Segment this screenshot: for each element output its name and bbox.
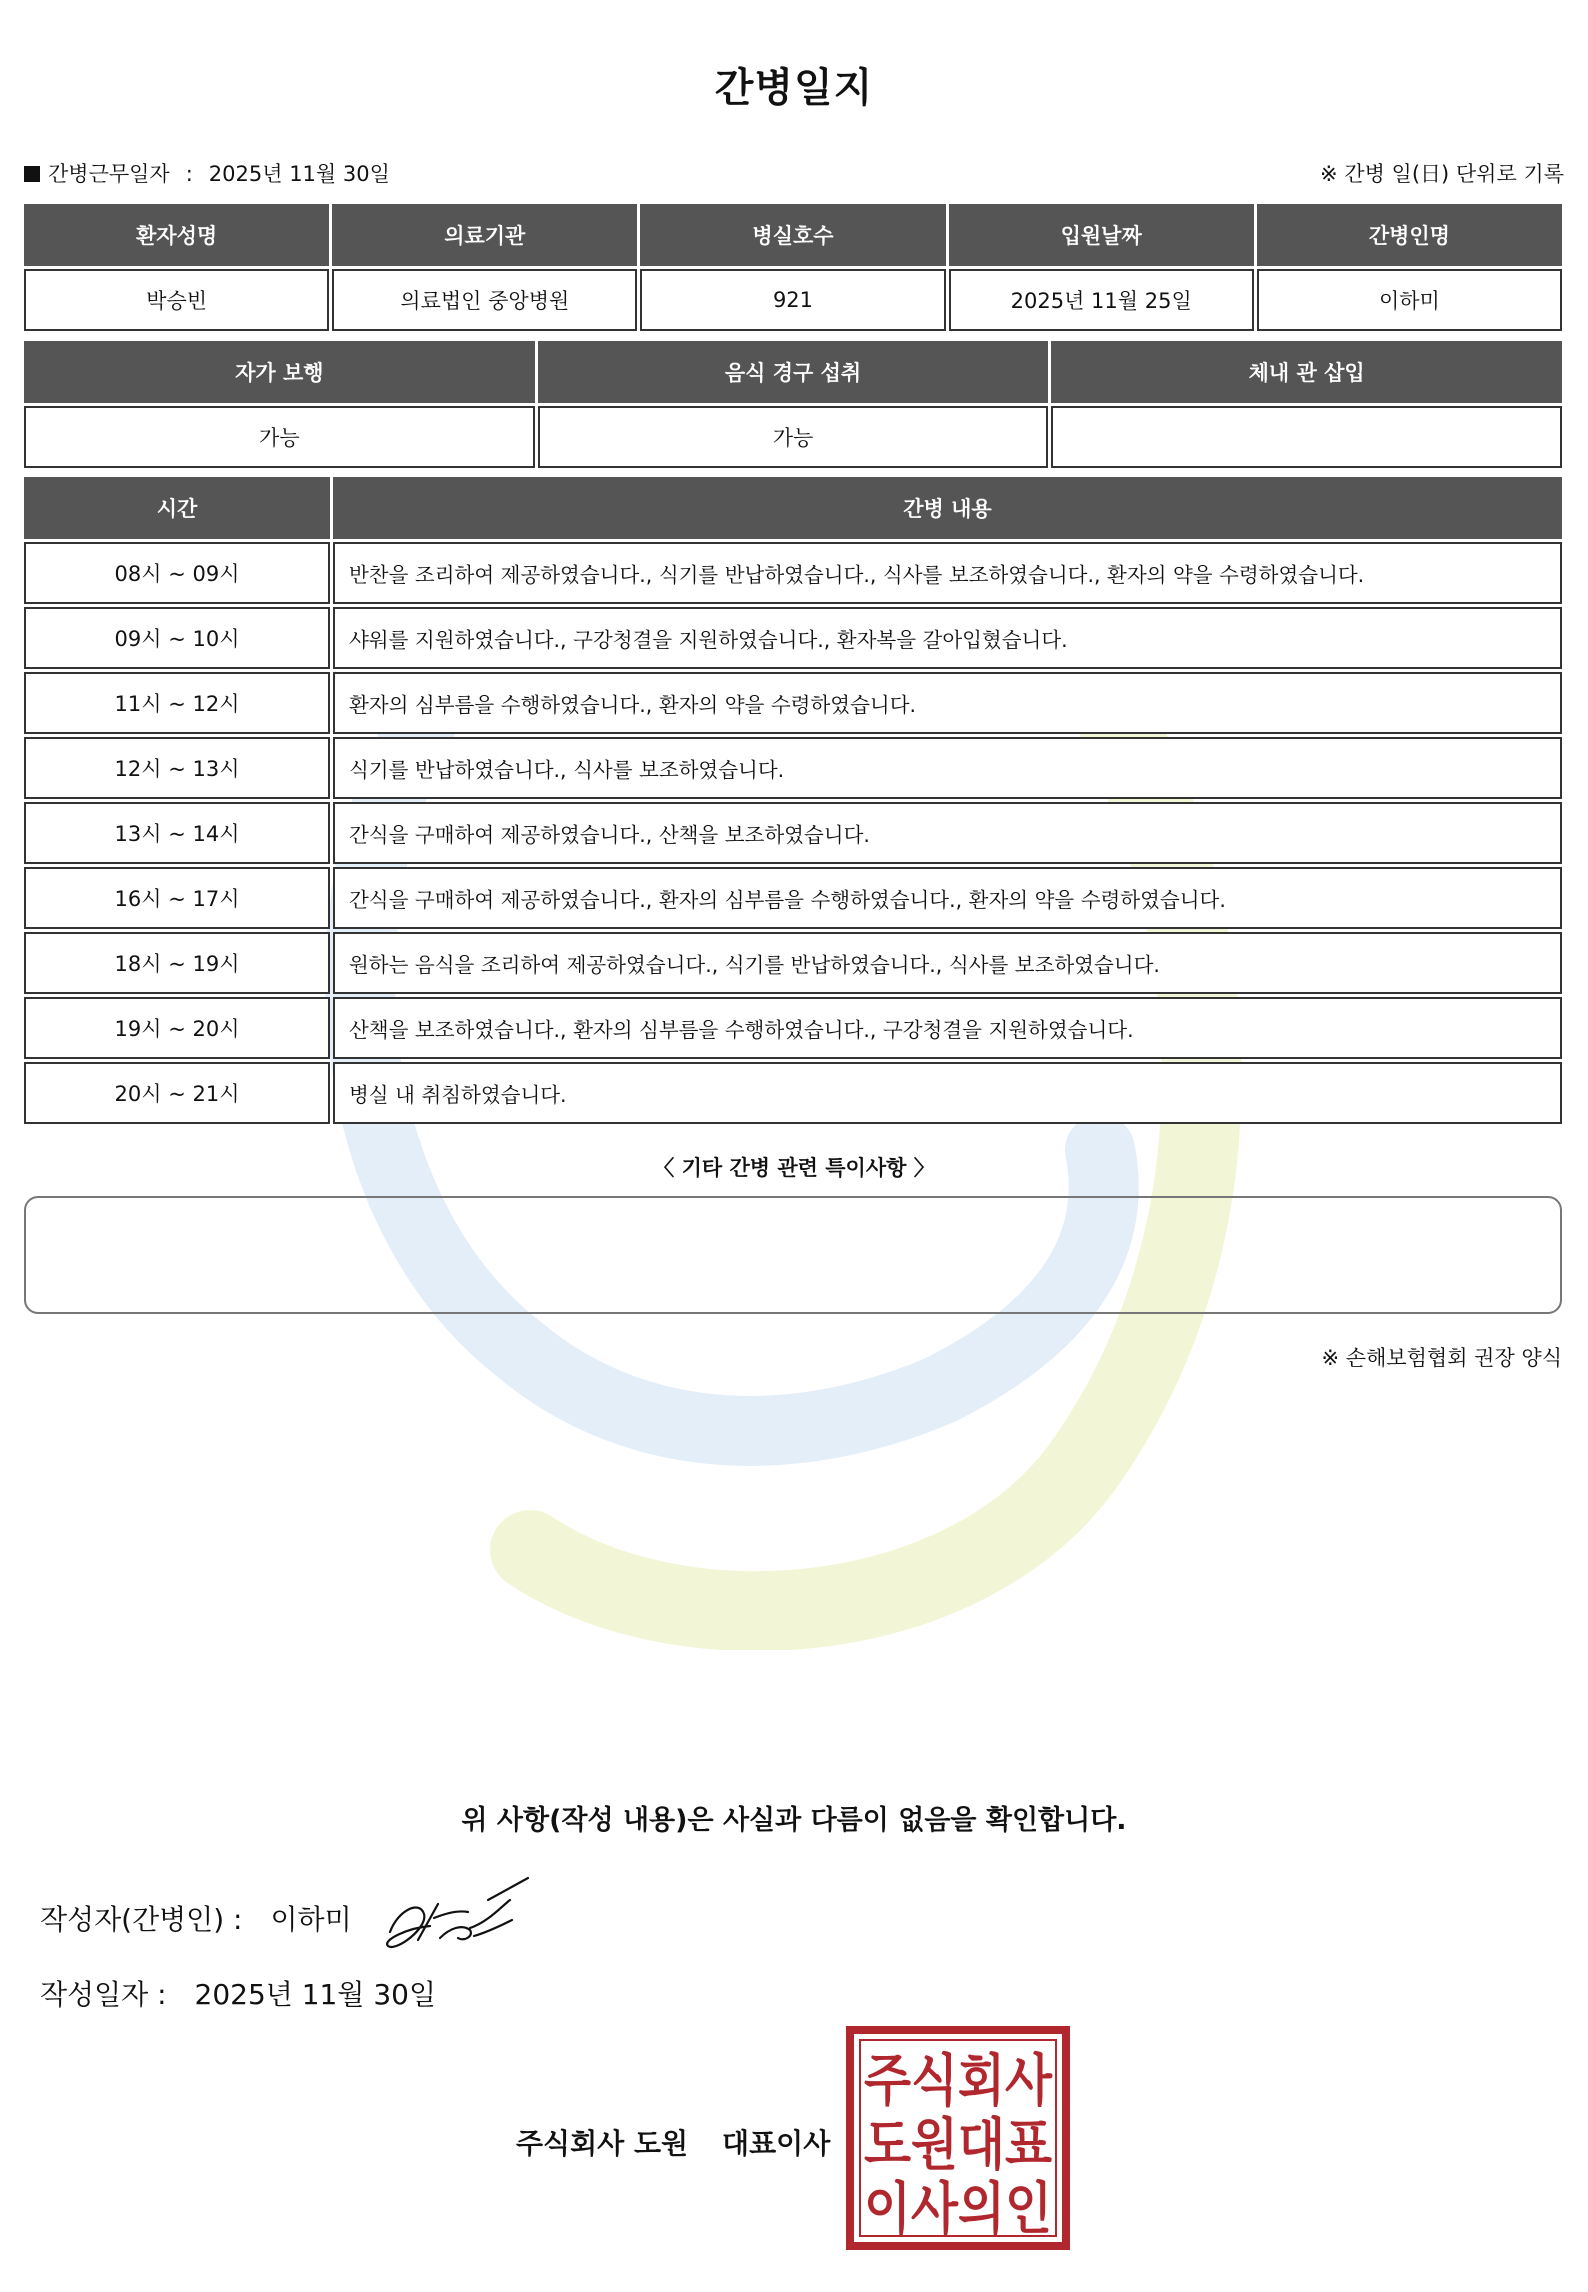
form-note: ※ 손해보험협회 권장 양식 xyxy=(1321,1346,1562,1370)
table-row xyxy=(24,867,1562,929)
time-cell: 13시 ~ 14시 xyxy=(24,802,330,864)
writer-name: 이하미 xyxy=(270,1903,352,1936)
unit-note: ※ 간병 일(日) 단위로 기록 xyxy=(1320,162,1564,186)
document-title: 간병일지 xyxy=(714,65,874,111)
handwritten-signature xyxy=(378,1870,538,1960)
content-cell: 환자의 심부름을 수행하였습니다., 환자의 약을 수령하였습니다. xyxy=(333,672,1562,734)
institution: 의료법인 중앙병원 xyxy=(332,269,637,331)
care-log-table xyxy=(24,477,1562,1127)
work-date-value: 2025년 11월 30일 xyxy=(208,162,390,186)
tube-insertion-value xyxy=(1051,406,1562,468)
admission-date: 2025년 11월 25일 xyxy=(949,269,1254,331)
header-admission-date: 입원날짜 xyxy=(949,204,1254,266)
header-tube-insertion: 체내 관 삽입 xyxy=(1051,341,1562,403)
svg-text:이사의인: 이사의인 xyxy=(864,2177,1052,2242)
written-date-value: 2025년 11월 30일 xyxy=(194,1978,436,2011)
content-cell: 식기를 반납하였습니다., 식사를 보조하였습니다. xyxy=(333,737,1562,799)
content-cell: 간식을 구매하여 제공하였습니다., 환자의 심부름을 수행하였습니다., 환자의 약을 수령하였습니다. xyxy=(333,867,1562,929)
care-log-header xyxy=(24,477,1562,539)
self-walking-value: 가능 xyxy=(24,406,535,468)
written-date-line xyxy=(40,1973,436,2013)
company-name: 주식회사 도원 xyxy=(516,2127,689,2160)
svg-text:주식회사: 주식회사 xyxy=(864,2049,1053,2114)
table-row xyxy=(24,1062,1562,1124)
room-number: 921 xyxy=(640,269,945,331)
header-caregiver-name: 간병인명 xyxy=(1257,204,1562,266)
confirmation-statement: 위 사항(작성 내용)은 사실과 다름이 없음을 확인합니다. xyxy=(461,1805,1127,1836)
written-date-label: 작성일자 : xyxy=(40,1978,167,2011)
square-bullet-icon xyxy=(24,166,40,182)
content-cell: 간식을 구매하여 제공하였습니다., 산책을 보조하였습니다. xyxy=(333,802,1562,864)
table-row xyxy=(24,672,1562,734)
company-seal-stamp xyxy=(846,2026,1070,2250)
time-cell: 12시 ~ 13시 xyxy=(24,737,330,799)
header-oral-intake: 음식 경구 섭취 xyxy=(538,341,1049,403)
header-time: 시간 xyxy=(24,477,330,539)
time-cell: 08시 ~ 09시 xyxy=(24,542,330,604)
table-row xyxy=(24,932,1562,994)
header-institution: 의료기관 xyxy=(332,204,637,266)
content-cell: 산책을 보조하였습니다., 환자의 심부름을 수행하였습니다., 구강청결을 지원하였습니다. xyxy=(333,997,1562,1059)
content-cell: 원하는 음식을 조리하여 제공하였습니다., 식기를 반납하였습니다., 식사를 보조하였습니다. xyxy=(333,932,1562,994)
patient-name: 박승빈 xyxy=(24,269,329,331)
table-row xyxy=(24,802,1562,864)
svg-text:도원대표: 도원대표 xyxy=(864,2113,1052,2178)
caregiver-name: 이하미 xyxy=(1257,269,1562,331)
time-cell: 19시 ~ 20시 xyxy=(24,997,330,1059)
patient-status-table xyxy=(24,341,1562,468)
work-date-label: 간병근무일자 xyxy=(48,162,170,186)
time-cell: 16시 ~ 17시 xyxy=(24,867,330,929)
writer-label: 작성자(간병인) : xyxy=(40,1903,243,1936)
table-row xyxy=(24,607,1562,669)
header-care-content: 간병 내용 xyxy=(333,477,1562,539)
notes-title: 〈 기타 간병 관련 특이사항 〉 xyxy=(653,1156,935,1180)
work-date xyxy=(24,158,390,188)
time-cell: 09시 ~ 10시 xyxy=(24,607,330,669)
table-row xyxy=(24,542,1562,604)
notes-box xyxy=(24,1196,1562,1314)
time-cell: 18시 ~ 19시 xyxy=(24,932,330,994)
header-self-walking: 자가 보행 xyxy=(24,341,535,403)
time-cell: 20시 ~ 21시 xyxy=(24,1062,330,1124)
oral-intake-value: 가능 xyxy=(538,406,1049,468)
header-patient-name: 환자성명 xyxy=(24,204,329,266)
table-row xyxy=(24,997,1562,1059)
representative-title: 대표이사 xyxy=(722,2127,831,2160)
table-row xyxy=(24,737,1562,799)
time-cell: 11시 ~ 12시 xyxy=(24,672,330,734)
content-cell: 샤워를 지원하였습니다., 구강청결을 지원하였습니다., 환자복을 갈아입혔습니다. xyxy=(333,607,1562,669)
content-cell: 병실 내 취침하였습니다. xyxy=(333,1062,1562,1124)
patient-info-table xyxy=(24,204,1562,331)
company-signoff xyxy=(516,2122,830,2162)
writer-line xyxy=(40,1898,352,1938)
header-room-number: 병실호수 xyxy=(640,204,945,266)
content-cell: 반찬을 조리하여 제공하였습니다., 식기를 반납하였습니다., 식사를 보조하였습니다., 환자의 약을 수령하였습니다. xyxy=(333,542,1562,604)
work-date-colon: : xyxy=(185,162,193,186)
